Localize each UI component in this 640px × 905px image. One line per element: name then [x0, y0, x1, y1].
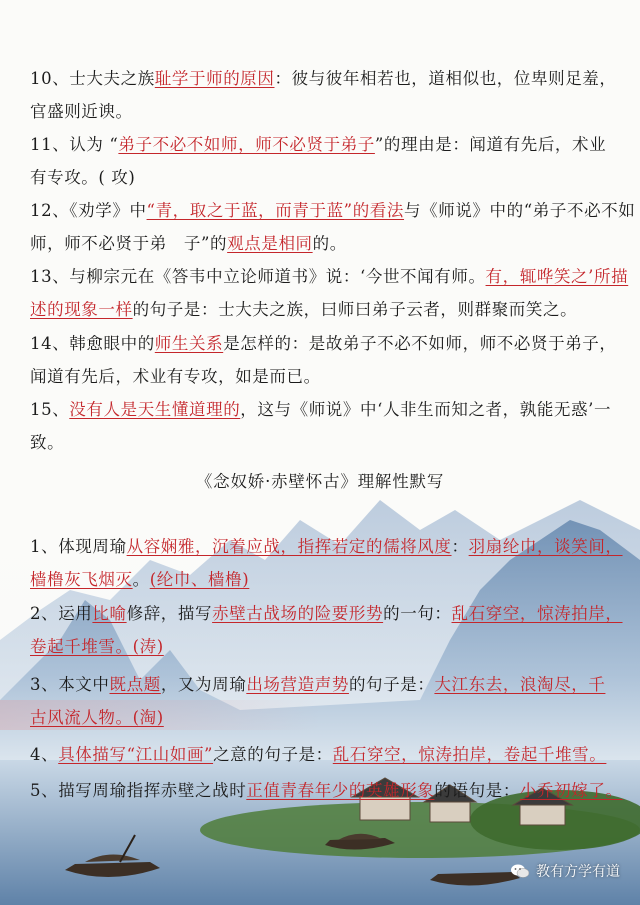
answer-highlight: 具体描写“江山如画”	[58, 745, 214, 764]
answer-highlight: 比喻	[92, 604, 127, 623]
item-13-line-2: 述的现象一样的句子是：士大夫之族，曰师曰弟子云者，则群聚而笑之。	[30, 300, 578, 319]
answer-highlight: 正值青春年少的英雄形象	[246, 781, 435, 800]
watermark	[510, 861, 620, 881]
answer-highlight: 师生关系	[154, 334, 224, 353]
wechat-icon	[510, 863, 530, 879]
item-11-line-2: 有专攻。( 攻)	[30, 168, 136, 187]
answer-highlight: 弟子不必不如师，师不必贤于弟子	[118, 135, 375, 154]
item-15-line-1: 15、没有人是天生懂道理的，这与《师说》中‘人非生而知之者，孰能无惑’一	[30, 400, 612, 419]
poem-item-1-line-1: 1、体现周瑜从容娴雅，沉着应战，指挥若定的儒将风度：羽扇纶巾，谈笑间，	[30, 537, 623, 556]
answer-highlight: (纶巾、樯橹)	[149, 570, 250, 589]
answer-highlight: 观点是相同	[227, 234, 313, 253]
answer-highlight: 乱石穿空，惊涛拍岸，	[451, 604, 623, 623]
poem-item-1-line-2: 樯橹灰飞烟灭。(纶巾、樯橹)	[30, 570, 250, 589]
answer-highlight: 既点题	[109, 675, 161, 694]
item-12-line-2: 师，师不必贤于弟 子”的观点是相同的。	[30, 234, 347, 253]
poem-item-4-line-1: 4、具体描写“江山如画”之意的句子是：乱石穿空，惊涛拍岸，卷起千堆雪。	[30, 745, 607, 764]
answer-highlight: 没有人是天生懂道理的	[69, 400, 241, 419]
poem-item-5-line-1: 5、描写周瑜指挥赤壁之战时正值青春年少的英雄形象的语句是：小乔初嫁了。	[30, 781, 623, 800]
answer-highlight: 卷起千堆雪。(涛)	[30, 637, 164, 656]
answer-highlight: 乱石穿空，惊涛拍岸，卷起千堆雪。	[332, 745, 607, 764]
item-15-line-2: 致。	[30, 433, 65, 452]
item-14-line-1: 14、韩愈眼中的师生关系是怎样的：是故弟子不必不如师，师不必贤于弟子，	[30, 334, 617, 353]
answer-highlight: “青，取之于蓝，而青于蓝”的看法	[146, 201, 405, 220]
watermark-text: 教有方学有道	[536, 864, 620, 880]
answer-highlight: 述的现象一样	[30, 300, 133, 319]
section-title: 《念奴娇·赤壁怀古》理解性默写	[195, 472, 445, 491]
answer-highlight: 樯橹灰飞烟灭	[30, 570, 133, 589]
answer-highlight: 赤壁古战场的险要形势	[212, 604, 384, 623]
answer-highlight: 小乔初嫁了。	[519, 781, 623, 800]
item-12-line-1: 12、《劝学》中“青，取之于蓝，而青于蓝”的看法与《师说》中的“弟子不必不如	[30, 201, 636, 220]
answer-highlight: 羽扇纶巾，谈笑间，	[468, 537, 623, 556]
poem-item-2-line-2	[30, 636, 620, 658]
poem-item-3-line-1: 3、本文中既点题，又为周瑜出场营造声势的句子是：大江东去，浪淘尽，千	[30, 675, 606, 694]
item-10-line-2: 官盛则近谀。	[30, 102, 133, 121]
answer-highlight: 出场营造声势	[246, 675, 349, 694]
item-11-line-1: 11、认为 “弟子不必不如师，师不必贤于弟子”的理由是：闻道有先后，术业	[30, 135, 607, 154]
item-13-line-1: 13、与柳宗元在《答韦中立论师道书》说：‘今世不闻有师。有，辄哗笑之’所描	[30, 267, 629, 286]
answer-highlight: 从容娴雅，沉着应战，指挥若定的儒将风度	[126, 537, 452, 556]
poem-item-3-line-2	[30, 707, 620, 729]
answer-highlight: 耻学于师的原因	[154, 69, 275, 88]
poem-item-2-line-1: 2、运用比喻修辞，描写赤壁古战场的险要形势的一句：乱石穿空，惊涛拍岸，	[30, 604, 623, 623]
item-14-line-2: 闻道有先后，术业有专攻，如是而已。	[30, 367, 321, 386]
item-10-line-1: 10、士大夫之族耻学于师的原因：彼与彼年相若也，道相似也，位卑则足羞，	[30, 69, 617, 88]
answer-highlight: 大江东去，浪淘尽，千	[434, 675, 606, 694]
answer-highlight: 古风流人物。(淘)	[30, 708, 164, 727]
answer-highlight: 有，辄哗笑之’所描	[485, 267, 629, 286]
